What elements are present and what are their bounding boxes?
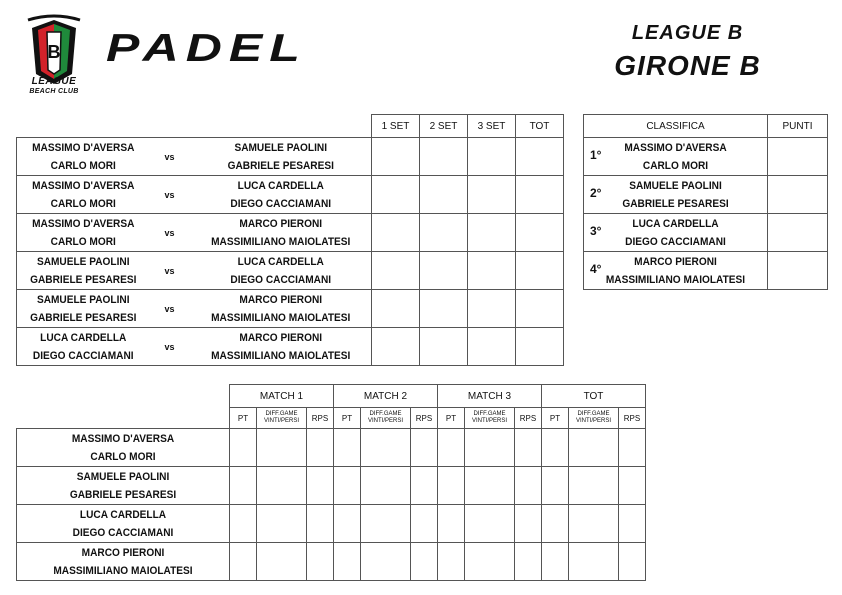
score-cell[interactable]: [468, 176, 516, 214]
summary-row: [17, 543, 646, 581]
summary-value-cell[interactable]: [542, 543, 569, 581]
vs-label: vs: [150, 328, 190, 366]
summary-value-cell[interactable]: [334, 467, 361, 505]
logo-text-beach-club: BEACH CLUB: [29, 88, 79, 95]
ranking-team: [584, 252, 768, 290]
won-lost-label: VINTI/PERSI: [575, 418, 611, 424]
home-team: [17, 290, 150, 328]
won-lost-label: VINTI/PERSI: [471, 418, 507, 424]
summary-value-cell[interactable]: [542, 429, 569, 467]
player-name: SAMUELE PAOLINI: [36, 293, 130, 306]
summary-value-cell[interactable]: [515, 429, 542, 467]
summary-value-cell[interactable]: [230, 467, 257, 505]
summary-value-cell[interactable]: [411, 429, 438, 467]
summary-value-cell[interactable]: [438, 505, 465, 543]
ranking-team: [584, 138, 768, 176]
summary-value-cell[interactable]: [361, 429, 411, 467]
away-team: [190, 252, 372, 290]
summary-value-cell[interactable]: [361, 467, 411, 505]
score-cell[interactable]: [468, 138, 516, 176]
player-name: DIEGO CACCIAMANI: [229, 273, 331, 286]
player-name: SAMUELE PAOLINI: [76, 470, 170, 483]
score-cell[interactable]: [372, 290, 420, 328]
summary-value-cell[interactable]: [230, 543, 257, 581]
diff-game-header: [569, 408, 619, 429]
score-cell[interactable]: [420, 290, 468, 328]
summary-value-cell[interactable]: [307, 429, 334, 467]
ranking-team: [584, 176, 768, 214]
score-cell[interactable]: [420, 214, 468, 252]
ranking-row: [584, 252, 828, 290]
away-team: [190, 138, 372, 176]
away-team: [190, 214, 372, 252]
summary-value-cell[interactable]: [361, 505, 411, 543]
score-cell[interactable]: [516, 328, 564, 366]
matches-table: [16, 114, 564, 366]
player-name: DIEGO CACCIAMANI: [625, 235, 726, 248]
ranking-position: 4°: [590, 262, 602, 276]
home-team: [17, 176, 150, 214]
player-name: DIEGO CACCIAMANI: [72, 526, 174, 539]
diff-game-label: DIFF.GAME: [265, 411, 298, 417]
player-name: MARCO PIERONI: [81, 546, 165, 559]
pt-header: PT: [542, 408, 569, 429]
rps-header: RPS: [619, 408, 646, 429]
player-name: CARLO MORI: [642, 159, 709, 172]
set-column-header: 3 SET: [468, 115, 516, 138]
group-label: GIRONE B: [614, 50, 761, 81]
ranking-team: [584, 214, 768, 252]
padel-title: PADEL: [106, 25, 307, 70]
score-cell[interactable]: [516, 252, 564, 290]
score-cell[interactable]: [516, 290, 564, 328]
summary-value-cell[interactable]: [411, 467, 438, 505]
svg-text:B: B: [47, 42, 61, 62]
blank-header: [17, 385, 230, 408]
home-team: [17, 138, 150, 176]
away-team: [190, 328, 372, 366]
pt-header: PT: [334, 408, 361, 429]
match-group-header: TOT: [542, 385, 646, 408]
summary-value-cell[interactable]: [619, 543, 646, 581]
summary-value-cell[interactable]: [569, 467, 619, 505]
summary-value-cell[interactable]: [542, 505, 569, 543]
score-cell[interactable]: [516, 176, 564, 214]
player-name: GABRIELE PESARESI: [30, 311, 137, 324]
player-name: LUCA CARDELLA: [237, 255, 324, 268]
player-name: MASSIMILIANO MAIOLATESI: [210, 311, 350, 324]
summary-value-cell[interactable]: [465, 505, 515, 543]
summary-value-cell[interactable]: [411, 543, 438, 581]
pt-header: PT: [438, 408, 465, 429]
blank-header: [17, 408, 230, 429]
logo-text-league: LEAGUE: [31, 76, 77, 87]
summary-value-cell[interactable]: [361, 543, 411, 581]
player-name: GABRIELE PESARESI: [69, 488, 177, 501]
summary-value-cell[interactable]: [619, 429, 646, 467]
header-classifica: CLASSIFICA: [584, 115, 768, 138]
rps-header: RPS: [307, 408, 334, 429]
match-row: [17, 138, 564, 176]
summary-value-cell[interactable]: [230, 429, 257, 467]
player-name: GABRIELE PESARESI: [622, 197, 729, 210]
diff-game-label: DIFF.GAME: [577, 411, 610, 417]
summary-value-cell[interactable]: [438, 467, 465, 505]
player-name: DIEGO CACCIAMANI: [229, 197, 331, 210]
summary-value-cell[interactable]: [515, 467, 542, 505]
score-cell[interactable]: [372, 214, 420, 252]
player-name: DIEGO CACCIAMANI: [32, 349, 134, 362]
vs-label: vs: [150, 176, 190, 214]
player-name: SAMUELE PAOLINI: [629, 179, 722, 192]
match-group-header: MATCH 3: [438, 385, 542, 408]
ranking-position: 2°: [590, 186, 602, 200]
set-column-header: TOT: [516, 115, 564, 138]
score-cell[interactable]: [516, 138, 564, 176]
score-cell[interactable]: [372, 252, 420, 290]
player-name: LUCA CARDELLA: [632, 217, 719, 230]
summary-value-cell[interactable]: [334, 429, 361, 467]
player-name: MASSIMO D'AVERSA: [32, 179, 135, 192]
summary-value-cell[interactable]: [438, 543, 465, 581]
player-name: CARLO MORI: [50, 235, 116, 248]
player-name: MASSIMILIANO MAIOLATESI: [53, 564, 193, 577]
summary-team: [17, 429, 230, 467]
score-cell[interactable]: [468, 328, 516, 366]
points-cell[interactable]: [768, 176, 828, 214]
header-punti: PUNTI: [768, 115, 828, 138]
match-row: [17, 290, 564, 328]
rps-header: RPS: [515, 408, 542, 429]
score-cell[interactable]: [372, 176, 420, 214]
ranking-row: [584, 138, 828, 176]
won-lost-label: VINTI/PERSI: [367, 418, 403, 424]
player-name: MARCO PIERONI: [634, 255, 717, 268]
ranking-position: 1°: [590, 148, 602, 162]
summary-value-cell[interactable]: [257, 543, 307, 581]
diff-game-header: [361, 408, 411, 429]
summary-value-cell[interactable]: [515, 505, 542, 543]
score-cell[interactable]: [516, 214, 564, 252]
player-name: MASSIMO D'AVERSA: [624, 141, 727, 154]
points-cell[interactable]: [768, 252, 828, 290]
player-name: MASSIMO D'AVERSA: [32, 217, 135, 230]
summary-value-cell[interactable]: [257, 467, 307, 505]
score-cell[interactable]: [372, 138, 420, 176]
summary-value-cell[interactable]: [542, 467, 569, 505]
player-name: MARCO PIERONI: [238, 331, 322, 344]
summary-value-cell[interactable]: [465, 543, 515, 581]
summary-value-cell[interactable]: [307, 505, 334, 543]
ranking-position: 3°: [590, 224, 602, 238]
score-cell[interactable]: [420, 328, 468, 366]
summary-value-cell[interactable]: [230, 505, 257, 543]
summary-value-cell[interactable]: [257, 505, 307, 543]
away-team: [190, 176, 372, 214]
score-cell[interactable]: [420, 252, 468, 290]
points-cell[interactable]: [768, 214, 828, 252]
score-cell[interactable]: [468, 252, 516, 290]
score-cell[interactable]: [468, 290, 516, 328]
score-cell[interactable]: [468, 214, 516, 252]
diff-game-label: DIFF.GAME: [473, 411, 506, 417]
ranking-table: [583, 114, 828, 290]
match-group-header: MATCH 1: [230, 385, 334, 408]
summary-value-cell[interactable]: [569, 505, 619, 543]
diff-game-label: DIFF.GAME: [369, 411, 402, 417]
set-column-header: 1 SET: [372, 115, 420, 138]
summary-value-cell[interactable]: [334, 543, 361, 581]
player-name: MASSIMO D'AVERSA: [32, 141, 135, 154]
points-cell[interactable]: [768, 138, 828, 176]
summary-row: [17, 467, 646, 505]
score-cell[interactable]: [372, 328, 420, 366]
player-name: LUCA CARDELLA: [40, 331, 127, 344]
summary-team: [17, 467, 230, 505]
player-name: MASSIMILIANO MAIOLATESI: [605, 273, 746, 286]
player-name: CARLO MORI: [50, 159, 116, 172]
summary-value-cell[interactable]: [465, 429, 515, 467]
score-cell[interactable]: [420, 138, 468, 176]
away-team: [190, 290, 372, 328]
summary-value-cell[interactable]: [619, 505, 646, 543]
player-name: SAMUELE PAOLINI: [233, 141, 327, 154]
summary-table: [16, 384, 646, 581]
player-name: CARLO MORI: [90, 450, 156, 463]
summary-row: [17, 505, 646, 543]
player-name: SAMUELE PAOLINI: [36, 255, 130, 268]
player-name: MARCO PIERONI: [238, 217, 322, 230]
diff-game-header: [257, 408, 307, 429]
player-name: MARCO PIERONI: [238, 293, 322, 306]
match-row: [17, 176, 564, 214]
summary-value-cell[interactable]: [619, 467, 646, 505]
player-name: LUCA CARDELLA: [79, 508, 167, 521]
player-name: GABRIELE PESARESI: [30, 273, 137, 286]
summary-team: [17, 543, 230, 581]
match-row: [17, 252, 564, 290]
summary-team: [17, 505, 230, 543]
summary-value-cell[interactable]: [334, 505, 361, 543]
blank-header: [17, 115, 372, 138]
diff-game-header: [465, 408, 515, 429]
home-team: [17, 252, 150, 290]
player-name: CARLO MORI: [50, 197, 116, 210]
ranking-row: [584, 214, 828, 252]
vs-label: vs: [150, 252, 190, 290]
ranking-row: [584, 176, 828, 214]
player-name: GABRIELE PESARESI: [227, 159, 334, 172]
rps-header: RPS: [411, 408, 438, 429]
summary-value-cell[interactable]: [257, 429, 307, 467]
vs-label: vs: [150, 138, 190, 176]
player-name: MASSIMILIANO MAIOLATESI: [210, 349, 350, 362]
match-group-header: MATCH 2: [334, 385, 438, 408]
home-team: [17, 328, 150, 366]
summary-value-cell[interactable]: [411, 505, 438, 543]
match-row: [17, 328, 564, 366]
vs-label: vs: [150, 290, 190, 328]
summary-value-cell[interactable]: [438, 429, 465, 467]
match-row: [17, 214, 564, 252]
score-cell[interactable]: [420, 176, 468, 214]
league-label: LEAGUE B: [631, 22, 744, 44]
pt-header: PT: [230, 408, 257, 429]
summary-value-cell[interactable]: [515, 543, 542, 581]
home-team: [17, 214, 150, 252]
summary-row: [17, 429, 646, 467]
set-column-header: 2 SET: [420, 115, 468, 138]
summary-value-cell[interactable]: [307, 467, 334, 505]
player-name: MASSIMILIANO MAIOLATESI: [210, 235, 350, 248]
vs-label: vs: [150, 214, 190, 252]
won-lost-label: VINTI/PERSI: [263, 418, 299, 424]
summary-value-cell[interactable]: [465, 467, 515, 505]
summary-value-cell[interactable]: [307, 543, 334, 581]
player-name: MASSIMO D'AVERSA: [71, 432, 175, 445]
player-name: LUCA CARDELLA: [237, 179, 324, 192]
summary-value-cell[interactable]: [569, 543, 619, 581]
summary-value-cell[interactable]: [569, 429, 619, 467]
